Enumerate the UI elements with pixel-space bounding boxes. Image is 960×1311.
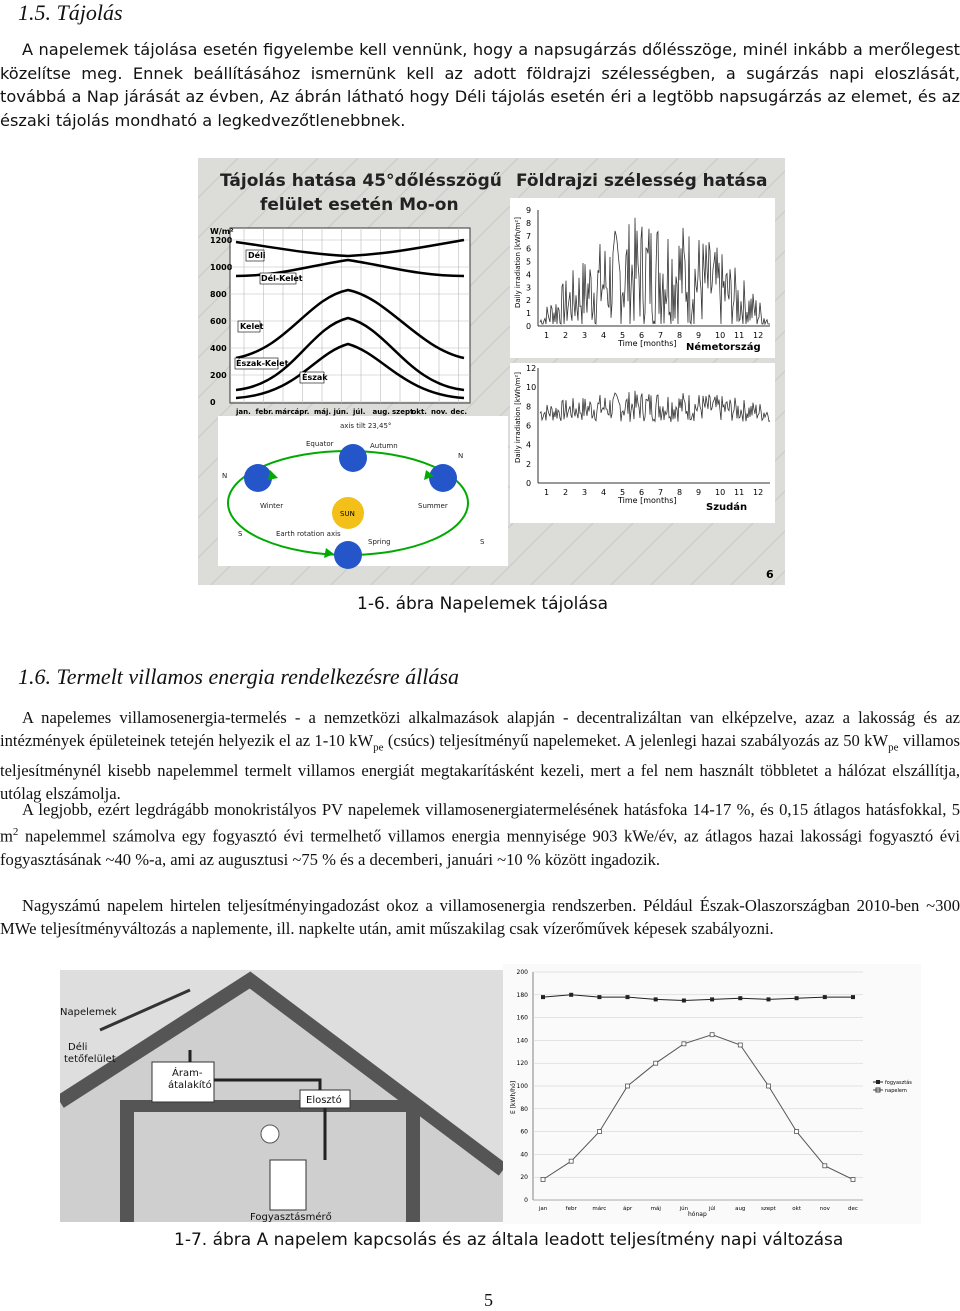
chart-xtick-label: dec	[848, 1206, 858, 1212]
svg-text:axis tilt 23,45°: axis tilt 23,45°	[340, 422, 392, 430]
irradiation-xtick: 9	[696, 331, 702, 340]
irradiation-xtick: 11	[734, 488, 745, 497]
orbit-diagram	[218, 416, 508, 569]
chart-point	[626, 995, 630, 999]
chart-xlabel: hónap	[688, 1211, 707, 1218]
orientation-month-label: júl.	[353, 408, 366, 416]
chart-xtick-label: jan	[538, 1206, 548, 1212]
svg-text:N: N	[458, 452, 464, 460]
chart-point	[795, 1130, 799, 1134]
irradiation-ytick: 6	[526, 244, 532, 254]
chart-point	[851, 1178, 855, 1182]
svg-text:Áram-: Áram-	[172, 1068, 203, 1079]
figure-caption-1-7: 1-7. ábra A napelem kapcsolás és az általa leadott teljesítmény napi változása	[174, 1230, 844, 1250]
orientation-ytick: 1200	[210, 236, 233, 245]
irradiation-ytick: 0	[526, 479, 532, 488]
irradiation-xtick: 12	[753, 488, 764, 497]
chart-point	[597, 995, 601, 999]
svg-text:Equator: Equator	[306, 440, 334, 448]
orientation-month-label: okt.	[411, 408, 427, 416]
chart-point	[823, 1164, 827, 1168]
irradiation-xtick: 3	[582, 331, 588, 340]
orientation-chart	[210, 227, 470, 416]
chart-xtick-label: szept	[761, 1206, 776, 1212]
chart-point	[541, 1178, 545, 1182]
figure-caption-1-6: 1-6. ábra Napelemek tájolása	[357, 594, 609, 614]
orientation-ytick: 400	[210, 344, 227, 353]
chart-point	[682, 999, 686, 1003]
chart-xtick-label: jún	[679, 1206, 689, 1212]
label-szudan: Szudán	[706, 502, 748, 513]
chart-point	[767, 1084, 771, 1088]
chart-point	[738, 1043, 742, 1047]
orientation-month-label: aug.	[372, 408, 390, 416]
chart-point	[710, 1033, 714, 1037]
chart-point	[597, 1130, 601, 1134]
irradiation-xtick: 6	[639, 331, 645, 340]
paragraph-decentralized: A napelemes villamosenergia-termelés - a nemzetközi alkalmazások alapján - decentralizáltan van elképzelve, azaz a lakosság és az intézmények épületeinek tetején helyezik el az 1-10 $kW_{pe}$ (csúcs) teljesítményű napelemeket. A jelenlegi hazai szabályozás az 50 $kW_{pe}$ villamos teljesítménynél kisebb napelemmel termelt villamos energiát megtakarításként kezeli, mert a fel nem használt többletet a hálózat elszállítja, utólag elszámolja.	[0, 708, 960, 804]
irradiation-xtick: 7	[658, 331, 664, 340]
orientation-month-label: szept.	[392, 408, 417, 416]
irradiation-xtick: 8	[677, 488, 683, 497]
orientation-month-label: máj.	[314, 408, 332, 416]
orientation-month-label: ápr.	[294, 408, 310, 416]
sudan-irradiation-chart	[510, 363, 775, 523]
svg-text:Napelemek: Napelemek	[60, 1007, 117, 1018]
irradiation-xtick: 9	[696, 488, 702, 497]
energy-line-chart	[503, 964, 921, 1224]
svg-text:Elosztó: Elosztó	[306, 1095, 342, 1106]
chart-xtick-label: ápr	[622, 1206, 633, 1212]
chart-ytick-label: 20	[520, 1174, 528, 1182]
irradiation-xtick: 6	[639, 488, 645, 497]
chart-xtick-label: máj	[650, 1206, 661, 1212]
left-title-line2: felület esetén Mo-on	[260, 195, 459, 215]
chart-point	[682, 1042, 686, 1046]
orientation-ytick: 200	[210, 371, 227, 380]
orientation-ytick: 600	[210, 317, 227, 326]
svg-text:Daily irradiation [kWh/m²]: Daily irradiation [kWh/m²]	[514, 372, 522, 463]
irradiation-ytick: 0	[526, 322, 532, 331]
orientation-ytick: 1000	[210, 263, 233, 272]
chart-ytick-label: 140	[516, 1037, 528, 1045]
irradiation-xtick: 10	[715, 331, 726, 340]
irradiation-xtick: 1	[544, 488, 550, 497]
label-eszak: Észak	[302, 373, 328, 382]
label-kelet: Kelet	[240, 322, 264, 331]
chart-ytick-label: 200	[516, 969, 528, 976]
germany-irradiation-chart	[510, 198, 775, 358]
chart-point	[654, 1061, 658, 1065]
left-title-line1: Tájolás hatása 45°dőlésszögű	[220, 171, 502, 191]
legend-series-2: napelem	[885, 1088, 907, 1094]
svg-text:Summer: Summer	[418, 502, 448, 510]
svg-text:S: S	[480, 538, 485, 546]
svg-text:Autumn: Autumn	[370, 442, 398, 450]
irradiation-xtick: 5	[620, 488, 626, 497]
chart-point	[626, 1084, 630, 1088]
orientation-month-label: jan.	[236, 408, 251, 416]
orientation-month-label: febr.	[255, 408, 274, 416]
label-deli: Déli	[248, 251, 266, 260]
irradiation-xtick: 1	[544, 331, 550, 340]
chart-point	[738, 996, 742, 1000]
irradiation-ytick: 4	[526, 270, 532, 280]
irradiation-ytick: 12	[526, 364, 537, 373]
section-heading-energia: 1.6. Termelt villamos energia rendelkezésre állása	[18, 664, 459, 689]
earth-summer-icon	[429, 464, 457, 492]
chart-ytick-label: 0	[524, 1197, 528, 1204]
earth-winter-icon	[244, 464, 272, 492]
earth-autumn-icon	[339, 444, 367, 472]
irradiation-ytick: 5	[526, 257, 532, 267]
chart-ytick-label: 100	[516, 1083, 528, 1090]
chart-ytick-label: 40	[520, 1151, 528, 1159]
irradiation-xtick: 2	[563, 488, 569, 497]
irradiation-ytick: 3	[526, 283, 532, 293]
paragraph-fluctuation: Nagyszámú napelem hirtelen teljesítményingadozást okoz a villamosenergia rendszerben. Például Észak-Olaszországban 2010-ben ~300 MWe teljesítményváltozás a naplemente, ill. napkelte után, amit műszakilag csak vízerőművek képesek szabályozni.	[0, 896, 960, 938]
svg-text:Spring: Spring	[368, 538, 391, 546]
irradiation-ytick: 1	[526, 309, 532, 319]
orientation-ytick: 0	[210, 398, 216, 407]
irradiation-ytick: 9	[526, 206, 532, 215]
chart-point	[823, 995, 827, 999]
svg-text:tetőfelület: tetőfelület	[64, 1054, 116, 1065]
svg-text:Earth rotation axis: Earth rotation axis	[276, 530, 341, 538]
svg-text:Daily irradiation [kWh/m²]: Daily irradiation [kWh/m²]	[514, 217, 522, 308]
earth-spring-icon	[334, 541, 362, 569]
svg-text:N: N	[222, 472, 228, 480]
right-title: Földrajzi szélesség hatása	[516, 171, 768, 191]
irradiation-xtick: 10	[715, 488, 726, 497]
irradiation-ytick: 8	[526, 402, 532, 412]
figure-orientation	[198, 158, 785, 585]
irradiation-ytick: 7	[526, 231, 532, 241]
irradiation-xtick: 2	[563, 331, 569, 340]
irradiation-ytick: 8	[526, 218, 532, 228]
legend-series-1: fogyasztás	[885, 1080, 912, 1086]
chart-xtick-label: júl	[708, 1206, 716, 1212]
orientation-month-label: nov.	[431, 408, 448, 416]
irradiation-ytick: 6	[526, 421, 532, 431]
chart-point	[654, 997, 658, 1001]
chart-xtick-label: febr	[565, 1206, 577, 1212]
irradiation-xtick: 4	[601, 488, 607, 497]
house-diagram	[60, 970, 503, 1222]
irradiation-xtick: 8	[677, 331, 683, 340]
irradiation-ytick: 4	[526, 440, 532, 450]
svg-text:Déli: Déli	[68, 1042, 88, 1053]
page-number: 5	[484, 1290, 493, 1310]
chart-xtick-label: nov	[819, 1206, 830, 1212]
chart-ytick-label: 80	[520, 1105, 528, 1113]
chart-point	[541, 995, 545, 999]
chart-ytick-label: 120	[516, 1060, 528, 1068]
orientation-ytick: 800	[210, 290, 227, 299]
lightbulb-icon	[261, 1125, 279, 1143]
figure-page-mark: 6	[766, 568, 774, 581]
paragraph-tajolas: A napelemek tájolása esetén figyelembe kell vennünk, hogy a napsugárzás dőlésszöge, minél inkább a merőlegest közelítse meg. Ennek beállításához ismernünk kell az adott földrajzi szélességben, a sugárzás napi eloszlását, továbbá a Nap járását az évben, Az ábrán látható hogy Déli tájolás esetén éri a legtöbb napsugárzás az elemet, és az északi tájolás mondható a legkedvezőtlenebbnek.	[0, 40, 960, 130]
orientation-month-label: márc.	[275, 408, 298, 416]
chart-xtick-label: aug	[735, 1206, 746, 1212]
irradiation-xtick: 5	[620, 331, 626, 340]
chart-point	[795, 996, 799, 1000]
svg-text:Winter: Winter	[260, 502, 284, 510]
chart-ytick-label: 160	[516, 1014, 528, 1022]
svg-text:átalakító: átalakító	[168, 1080, 212, 1091]
chart-xtick-label: okt	[792, 1206, 801, 1212]
label-del-kelet: Dél-Kelet	[261, 274, 303, 283]
chart-point	[569, 1159, 573, 1163]
chart-point	[569, 993, 573, 997]
svg-text:S: S	[238, 530, 243, 538]
orientation-month-label: jún.	[333, 408, 349, 416]
irradiation-ytick: 2	[526, 296, 532, 306]
label-eszak-kelet: Észak-Kelet	[236, 359, 289, 368]
irradiation-xtick: 3	[582, 488, 588, 497]
irradiation-ytick: 2	[526, 459, 532, 469]
paragraph-efficiency: A legjobb, ezért legdrágább monokristályos PV napelemek villamosenergiatermelésének hatásfoka 14-17 %, és 0,15 átlagos hatásfokkal, 5 $m^2$ napelemmel számolva egy fogyasztó évi termelhető villamos energia mennyisége 903 kWe/év, az átlagos hazai lakossági fogyasztó évi fogyasztásának ~40 %-a, ami az augusztusi ~75 % és a decemberi, januári ~10 % között ingadozik.	[0, 800, 960, 869]
chart-ytick-label: 180	[516, 991, 528, 999]
svg-text:Time [months]: Time [months]	[618, 496, 677, 505]
chart-point	[710, 997, 714, 1001]
meter-box	[270, 1160, 306, 1210]
chart-point	[767, 997, 771, 1001]
svg-text:Time [months]: Time [months]	[618, 339, 677, 348]
label-nemetorszag: Németország	[686, 342, 761, 353]
irradiation-xtick: 4	[601, 331, 607, 340]
chart-ylabel: E [kWh/hó]	[510, 1080, 517, 1114]
irradiation-xtick: 7	[658, 488, 664, 497]
irradiation-xtick: 11	[734, 331, 745, 340]
chart-point	[851, 995, 855, 999]
irradiation-xtick: 12	[753, 331, 764, 340]
chart-xtick-label: márc	[592, 1206, 607, 1212]
section-heading-tajolas: 1.5. Tájolás	[18, 0, 123, 25]
svg-text:SUN: SUN	[340, 510, 355, 518]
chart-ytick-label: 60	[520, 1128, 528, 1136]
irradiation-ytick: 10	[526, 383, 537, 393]
svg-text:Fogyasztásmérő: Fogyasztásmérő	[250, 1212, 332, 1222]
orientation-month-label: dec.	[450, 408, 468, 416]
orientation-yunit: W/m²	[210, 227, 234, 236]
